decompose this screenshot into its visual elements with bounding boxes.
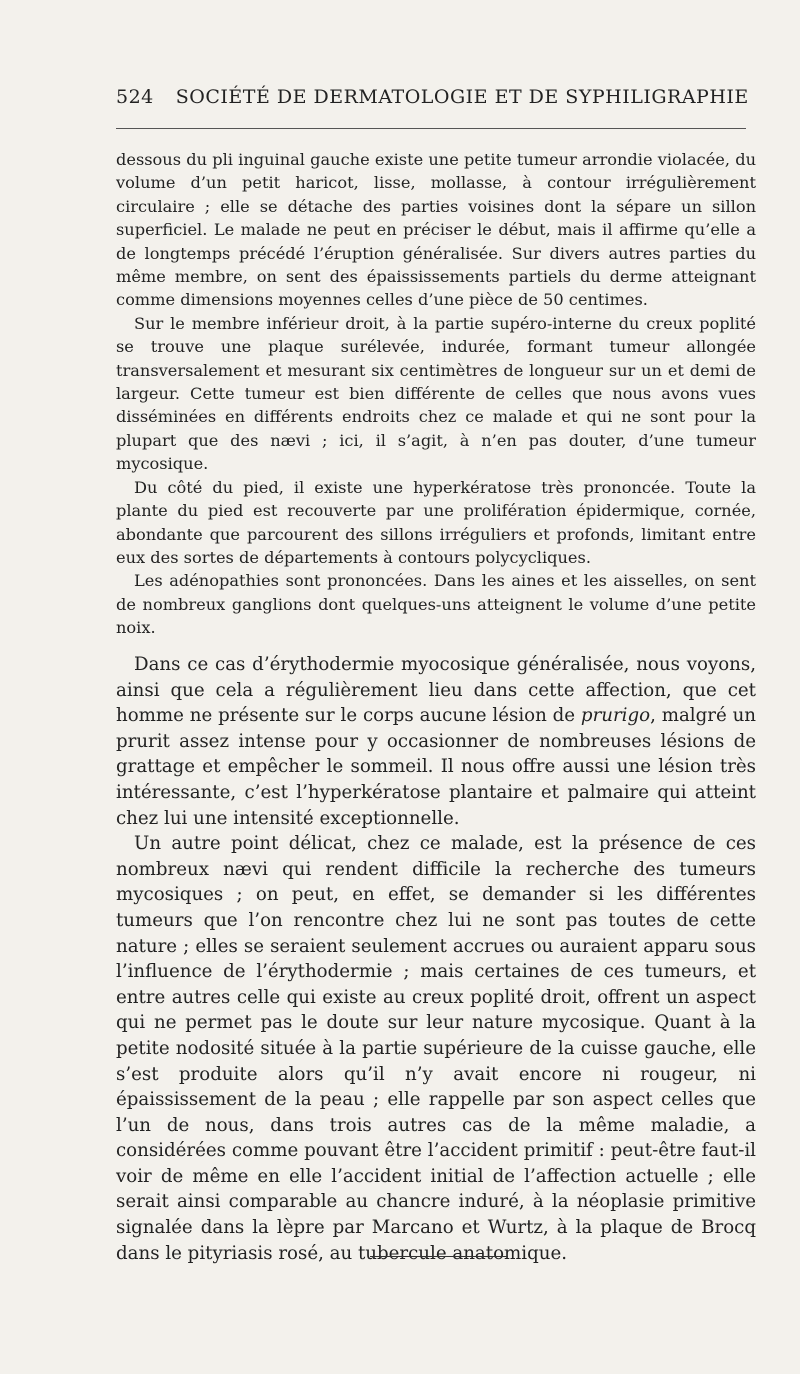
- paragraph: Du côté du pied, il existe une hyperkératose très prononcée. Toute la plante du pied est recouverte par une prolifération épidermique, cornée, abondante que parcourent des sillons irréguliers et profonds, limitant entre eux des sortes de départements à contours polycycliques.: [116, 477, 756, 567]
- running-header: [116, 86, 756, 116]
- page-number: 524: [116, 86, 154, 108]
- paragraph: [116, 652, 756, 831]
- paragraph: dessous du pli inguinal gauche existe une petite tumeur arrondie violacée, du volume d’un petit haricot, lisse, mollasse, à contour irrégulièrement circulaire ; elle se détache des parties voisines dont la sépare un sillon superficiel. Le malade ne peut en préciser le début, mais il affirme qu’elle a de longtemps précédé l’éruption généralisée. Sur divers autres parties du même membre, on sent des épaississements partiels du derme atteignant comme dimensions moyennes celles d’une pièce de 50 centimes.: [116, 150, 756, 310]
- paragraph: Sur le membre inférieur droit, à la partie supéro-interne du creux poplité se trouve une plaque surélevée, indurée, formant tumeur allongée transversalement et mesurant six centimètres de longueur sur un et demi de largeur. Cette tumeur est bien différente de celles que nous avons vues disséminées en différents endroits chez ce malade et qui ne sont pour la plupart que des nævi ; ici, il s’agit, à n’en pas douter, d’une tumeur mycosique.: [116, 313, 756, 474]
- running-title: SOCIÉTÉ DE DERMATOLOGIE ET DE SYPHILIGRAPHIE: [175, 86, 749, 108]
- paragraph: Les adénopathies sont prononcées. Dans les aines et les aisselles, on sent de nombreux ganglions dont quelques-uns atteignent le volume d’une petite noix.: [116, 571, 756, 638]
- case-description: [116, 148, 756, 640]
- commentary: [116, 652, 756, 1266]
- text-run: , malgré un prurit assez intense pour y occasionner de nombreuses lésions de grattage et empêcher le sommeil. Il nous offre aussi une lésion très intéressante, c’est l’hyperkératose plantaire et palmaire qui atteint chez lui une intensité exceptionnelle.: [116, 705, 756, 829]
- paragraph: Un autre point délicat, chez ce malade, est la présence de ces nombreux nævi qui rendent difficile la recherche des tumeurs mycosiques ; on peut, en effet, se demander si les différentes tumeurs que l’on rencontre chez lui ne sont pas toutes de cette nature ; elles se seraient seulement accrues ou auraient apparu sous l’influence de l’érythodermie ; mais certaines de ces tumeurs, et entre autres celle qui existe au creux poplité droit, offrent un aspect qui ne permet pas le doute sur leur nature mycosique. Quant à la petite nodosité située à la partie supérieure de la cuisse gauche, elle s’est produite alors qu’il n’y avait encore ni rougeur, ni épaississement de la peau ; elle rappelle par son aspect celles que l’un de nous, dans trois autres cas de la même maladie, a considérées comme pouvant être l’accident primitif : peut-être faut-il voir de même en elle l’accident initial de l’affection actuelle ; elle serait ainsi comparable au chancre induré, à la néoplasie primitive signalée dans la lèpre par Marcano et Wurtz, à la plaque de Brocq dans le pityriasis rosé, au tubercule anatomique.: [116, 833, 756, 1264]
- book-page: [116, 86, 756, 1264]
- italic-term: prurigo: [580, 705, 651, 727]
- end-rule: [370, 1256, 508, 1257]
- text-run: Dans ce cas d’érythodermie myocosique généralisée, nous voyons, ainsi que cela a régulièrement lieu dans cette affection, que cet homme ne présente sur le corps aucune lésion de: [116, 654, 756, 727]
- header-rule: [116, 128, 746, 129]
